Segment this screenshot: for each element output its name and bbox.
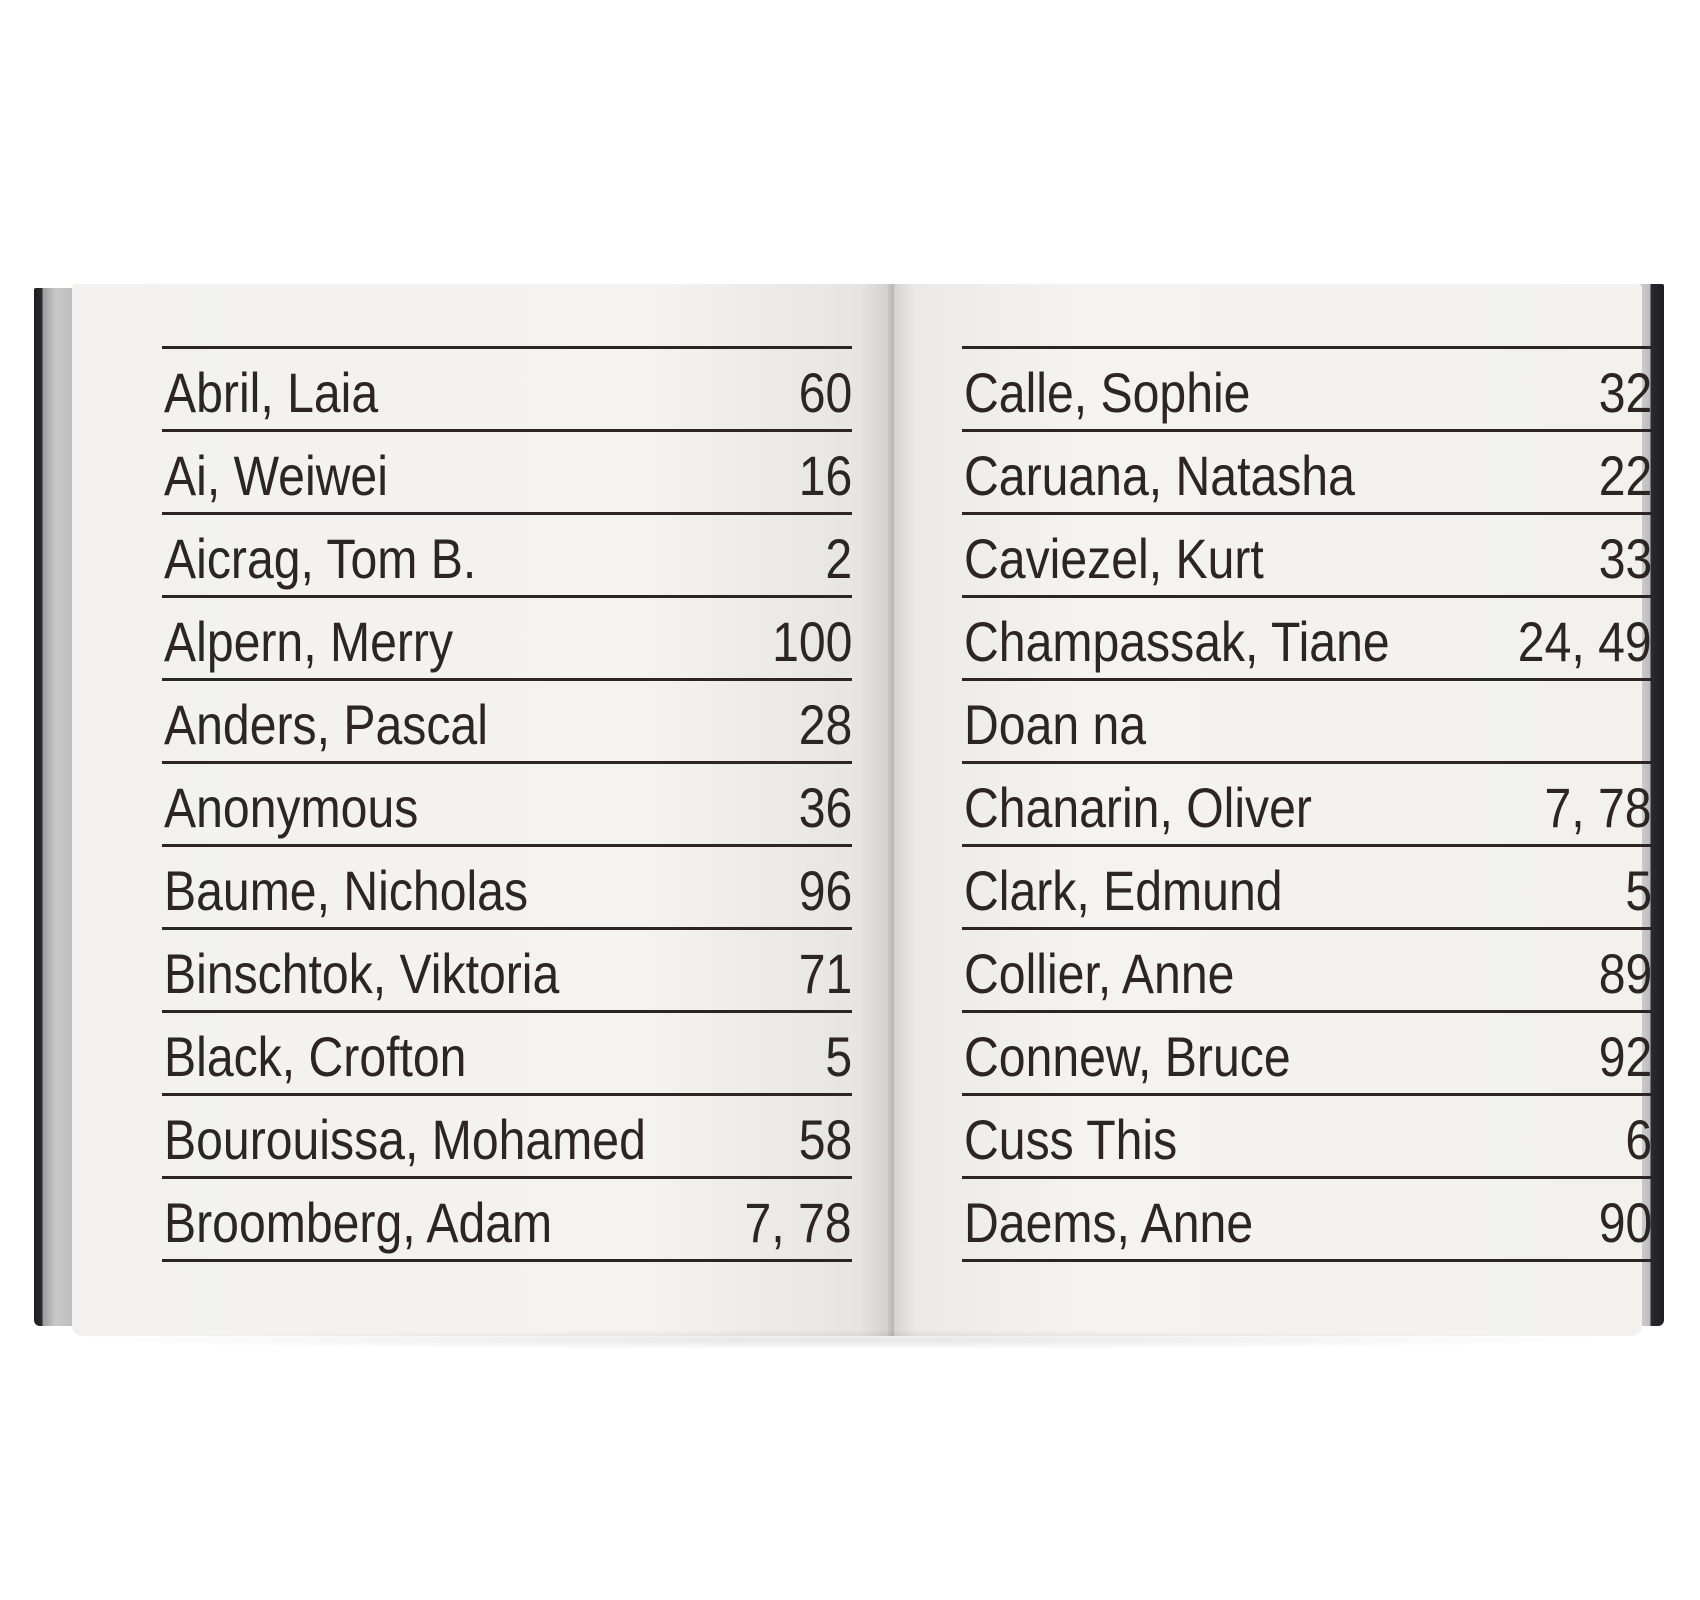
entry-pages: 5 [1625,859,1652,922]
index-entry [162,761,852,844]
index-entry [962,1176,1652,1262]
index-entry [162,1093,852,1176]
entry-pages: 32 [1598,361,1652,424]
index-entry [962,844,1652,927]
entry-name: Daems, Anne [964,1191,1254,1254]
entry-pages: 16 [798,444,852,507]
entry-name: Doan na [964,693,1147,756]
entry-name: Binschtok, Viktoria [164,942,560,1005]
index-entry [162,512,852,595]
entry-pages: 2 [825,527,852,590]
index-entry [162,844,852,927]
entry-pages: 92 [1598,1025,1652,1088]
entry-pages: 71 [798,942,852,1005]
entry-name: Caviezel, Kurt [964,527,1264,590]
entry-pages: 89 [1598,942,1652,1005]
entry-pages: 100 [771,610,852,673]
left-page [72,284,892,1336]
index-entry [162,678,852,761]
entry-pages: 7, 78 [744,1191,852,1254]
entry-name: Champassak, Tiane [964,610,1390,673]
entry-pages: 90 [1598,1191,1652,1254]
index-entry [962,429,1652,512]
entry-pages: 28 [798,693,852,756]
index-entry [962,678,1652,761]
entry-pages: 6 [1625,1108,1652,1171]
index-entry [162,927,852,1010]
entry-pages: 24, 49 [1518,610,1652,673]
index-entry [162,1010,852,1093]
entry-pages: 96 [798,859,852,922]
entry-pages: 7, 78 [1544,776,1652,839]
entry-name: Ai, Weiwei [164,444,388,507]
right-index-list [962,346,1652,1262]
index-entry [962,927,1652,1010]
entry-pages: 33 [1598,527,1652,590]
book-left-edge [34,288,74,1326]
index-entry [162,595,852,678]
entry-name: Calle, Sophie [964,361,1251,424]
entry-name: Broomberg, Adam [164,1191,553,1254]
entry-name: Alpern, Merry [164,610,454,673]
entry-name: Collier, Anne [964,942,1235,1005]
entry-name: Chanarin, Oliver [964,776,1312,839]
entry-pages: 5 [825,1025,852,1088]
entry-name: Bourouissa, Mohamed [164,1108,646,1171]
right-page [894,284,1652,1336]
entry-name: Anders, Pascal [164,693,488,756]
index-entry [162,429,852,512]
index-entry [162,1176,852,1262]
entry-pages: 58 [798,1108,852,1171]
index-entry [162,346,852,429]
entry-pages: 22 [1598,444,1652,507]
left-index-list [162,346,852,1262]
index-entry [962,1010,1652,1093]
entry-name: Aicrag, Tom B. [164,527,477,590]
open-book [34,284,1664,1336]
entry-name: Caruana, Natasha [964,444,1355,507]
index-entry [962,1093,1652,1176]
entry-name: Cuss This [964,1108,1178,1171]
index-entry [962,595,1652,678]
entry-name: Abril, Laia [164,361,379,424]
entry-name: Connew, Bruce [964,1025,1291,1088]
book-shadow [60,1330,1620,1350]
entry-pages: 60 [798,361,852,424]
index-entry [962,346,1652,429]
entry-name: Anonymous [164,776,419,839]
entry-pages: 36 [798,776,852,839]
entry-name: Black, Crofton [164,1025,467,1088]
index-entry [962,512,1652,595]
entry-name: Baume, Nicholas [164,859,529,922]
index-entry [962,761,1652,844]
entry-name: Clark, Edmund [964,859,1283,922]
